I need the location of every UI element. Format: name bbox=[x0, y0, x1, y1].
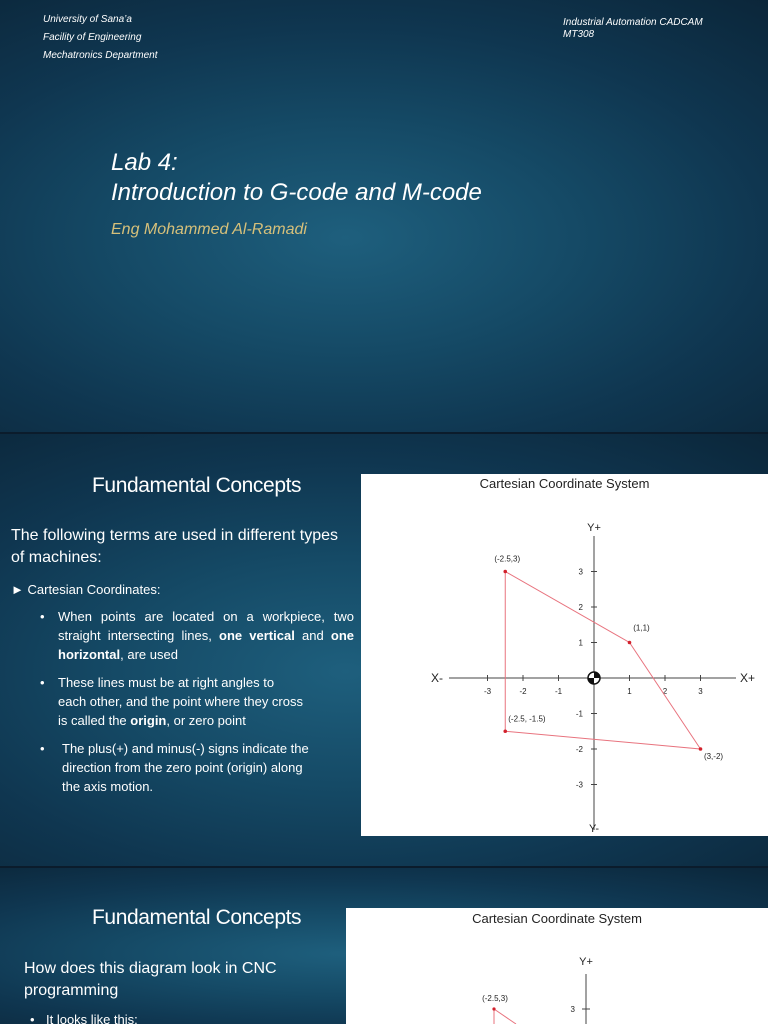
diagram-title: Cartesian Coordinate System bbox=[472, 911, 642, 926]
arrow-item-label: Cartesian Coordinates: bbox=[27, 582, 161, 597]
coordinate-plot bbox=[346, 908, 768, 1024]
x-tick-label: -2 bbox=[519, 687, 527, 696]
header-university: University of Sana’a bbox=[43, 14, 132, 25]
point-label: (1,1) bbox=[633, 623, 650, 633]
point-label: (-2.5, -1.5) bbox=[508, 714, 546, 724]
bullet-text: It looks like this: bbox=[46, 1012, 138, 1024]
y-tick-label: 2 bbox=[578, 603, 583, 612]
arrow-item bbox=[11, 582, 160, 597]
header-course: Industrial Automation CADCAM bbox=[563, 17, 703, 28]
bullet-dot-icon: • bbox=[40, 675, 45, 690]
slide-title bbox=[111, 148, 482, 208]
origin-marker-quadrant bbox=[588, 678, 594, 684]
title-line-2: Introduction to G-code and M-code bbox=[111, 179, 482, 206]
y-tick-label: -1 bbox=[575, 709, 583, 719]
concepts-slide bbox=[0, 434, 768, 866]
point-label: (-2.5,3) bbox=[482, 994, 508, 1003]
header-department: Mechatronics Department bbox=[43, 50, 158, 61]
intro-text: The following terms are used in different types of machines: bbox=[11, 527, 338, 566]
data-point bbox=[492, 1007, 495, 1010]
data-point bbox=[699, 747, 703, 751]
coordinate-plot bbox=[361, 474, 768, 836]
point-label: (-2.5,3) bbox=[494, 554, 521, 564]
bullet-list bbox=[40, 599, 354, 796]
tick-label: 3 bbox=[570, 1005, 575, 1014]
bullet-dot-icon: • bbox=[30, 1012, 35, 1024]
intro-text: How does this diagram look in CNC programming bbox=[24, 960, 277, 999]
x-tick-label: -1 bbox=[554, 687, 563, 696]
bullet-dot-icon: • bbox=[40, 741, 45, 756]
concepts-slide-2 bbox=[0, 868, 768, 1024]
bullet-dot-icon: • bbox=[40, 609, 45, 624]
bullet-item: • When points are located on a workpiece, two straight intersecting lines, one vertical and one horizontal, are used bbox=[40, 609, 354, 662]
header-course-code: MT308 bbox=[563, 29, 595, 40]
y-tick-label: -3 bbox=[575, 780, 583, 790]
title-slide bbox=[0, 0, 768, 432]
coordinate-diagram bbox=[361, 474, 768, 836]
header-left bbox=[43, 11, 158, 65]
bullet-item bbox=[30, 1010, 138, 1024]
y-tick-label: -2 bbox=[575, 745, 583, 754]
axis-label-y-neg: Y- bbox=[589, 823, 599, 835]
origin-marker-quadrant bbox=[594, 672, 600, 678]
point-label: (3,-2) bbox=[703, 752, 724, 761]
axis-label-x-neg: X- bbox=[431, 671, 443, 685]
y-tick-label: 1 bbox=[578, 638, 583, 648]
bullet-item: • The plus(+) and minus(-) signs indicate the direction from the zero point (origin) along the axis motion. bbox=[40, 741, 309, 794]
title-line-1: Lab 4: bbox=[111, 149, 178, 176]
x-tick-label: 1 bbox=[627, 687, 632, 696]
axis-label-x-pos: X+ bbox=[740, 671, 756, 685]
coordinate-diagram bbox=[346, 908, 768, 1024]
header-faculty: Facility of Engineering bbox=[43, 32, 142, 43]
x-tick-label: 3 bbox=[698, 687, 703, 696]
axis-label-y-pos: Y+ bbox=[587, 522, 601, 534]
bullet-item: • These lines must be at right angles to each other, and the point where they cross is called the origin, or zero point bbox=[40, 675, 303, 728]
header-right bbox=[563, 17, 703, 41]
data-point bbox=[503, 729, 507, 733]
slide-heading: Fundamental Concepts bbox=[92, 474, 302, 497]
arrow-bullet-icon: ► bbox=[11, 582, 24, 597]
axis-label-y-pos: Y+ bbox=[579, 956, 593, 968]
polygon-edge bbox=[494, 1009, 516, 1024]
data-point bbox=[628, 641, 632, 645]
data-point bbox=[503, 570, 507, 574]
y-tick-label: 3 bbox=[578, 567, 583, 577]
x-tick-label: -3 bbox=[483, 687, 492, 696]
diagram-title: Cartesian Coordinate System bbox=[479, 476, 650, 491]
author: Eng Mohammed Al-Ramadi bbox=[111, 221, 307, 238]
slide-heading: Fundamental Concepts bbox=[92, 906, 302, 929]
x-tick-label: 2 bbox=[662, 687, 668, 696]
